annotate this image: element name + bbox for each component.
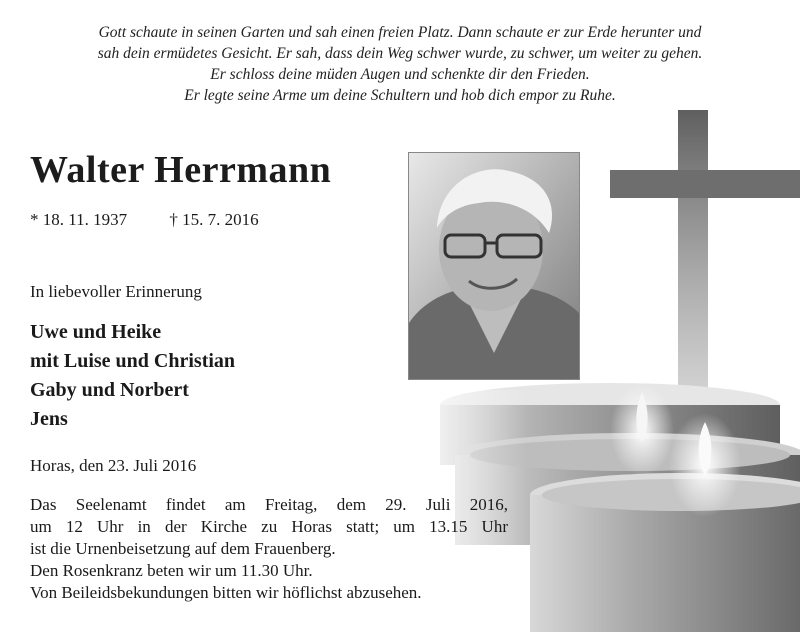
notice-line: Das Seelenamt findet am Freitag, dem 29. Juli 2016, [30,495,508,514]
family-member: Gaby und Norbert [30,379,189,401]
poem-line: Er schloss deine müden Augen und schenkte dir den Frieden. [210,66,590,83]
portrait-photo [408,152,580,380]
notice-line: Den Rosenkranz beten wir um 11.30 Uhr. [30,561,313,580]
poem-line: Er legte seine Arme um deine Schultern und hob dich empor zu Ruhe. [184,87,616,104]
poem-line: sah dein ermüdetes Gesicht. Er sah, dass dein Weg schwer wurde, zu schwer, um weiter zu gehen. [97,45,703,62]
family-member: mit Luise und Christian [30,350,236,372]
notice-line: Von Beileidsbekundungen bitten wir höflichst abzusehen. [30,583,422,602]
place-date: Horas, den 23. Juli 2016 [30,456,197,475]
family-list [30,318,235,434]
notice-line: ist die Urnenbeisetzung auf dem Frauenberg. [30,539,336,558]
death-date: † 15. 7. 2016 [169,210,259,229]
birth-date: * 18. 11. 1937 [30,210,128,229]
poem-line: Gott schaute in seinen Garten und sah einen freien Platz. Dann schaute er zur Erde herunter und [98,24,702,41]
service-notice [30,494,508,604]
deceased-name: Walter Herrmann [30,149,332,191]
cross-icon [610,110,800,410]
poem [0,22,800,106]
family-member: Uwe und Heike [30,321,162,343]
notice-line: um 12 Uhr in der Kirche zu Horas statt; um 13.15 Uhr [30,517,508,536]
life-dates [30,210,259,230]
memory-text: In liebevoller Erinnerung [30,282,202,301]
family-member: Jens [30,408,68,430]
